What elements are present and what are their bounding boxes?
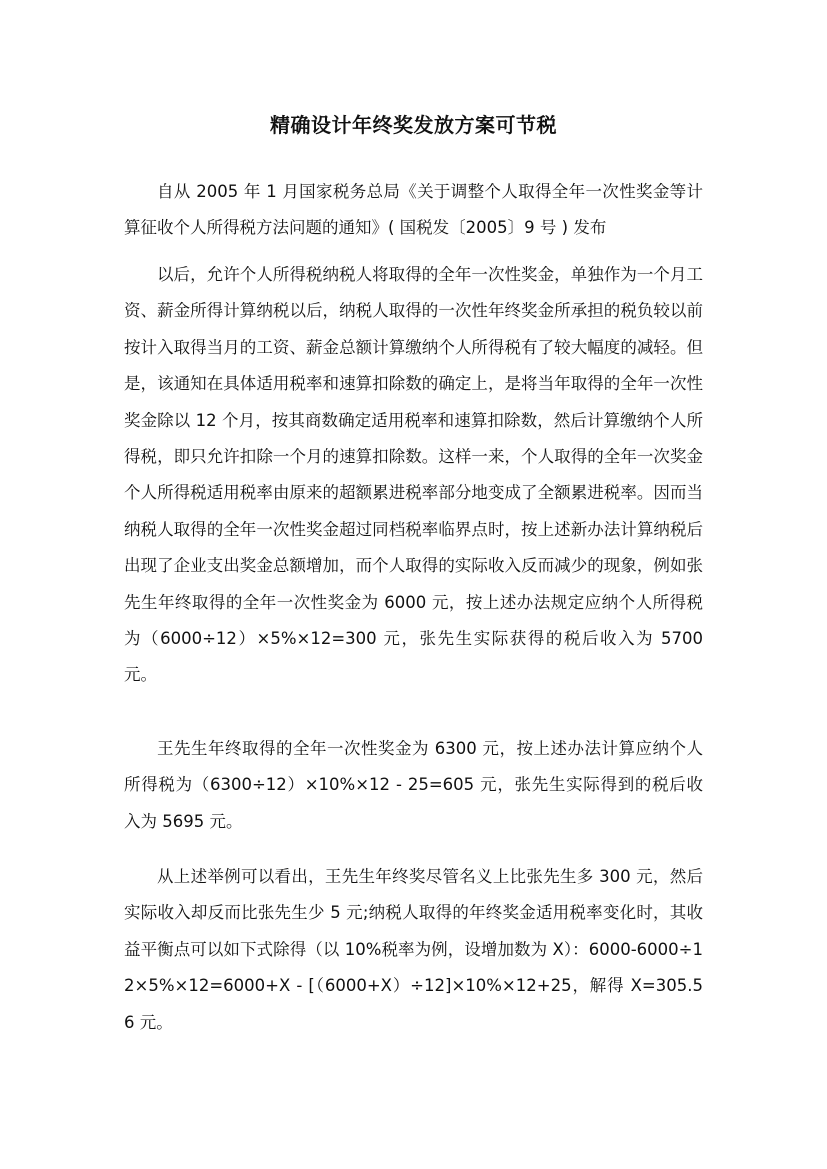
paragraph-balance-point: 从上述举例可以看出，王先生年终奖尽管名义上比张先生多 300 元，然后实际收入却反而比张先生少 5 元;纳税人取得的年终奖金适用税率变化时，其收益平衡点可以如下式除得（以 10%税率为例，设增加数为 X）：6000-6000÷12×5%×12=6000+X - [（6000+X）÷12]×10%×12+25，解得 X=305.56 元。	[124, 867, 703, 1032]
paragraph-wang-example: 王先生年终取得的全年一次性奖金为 6300 元，按上述办法计算应纳个人所得税为（6300÷12）×10%×12 - 25=605 元，张先生实际得到的税后收入为 5695 元。	[124, 739, 703, 831]
document-title: 精确设计年终奖发放方案可节税	[270, 113, 557, 137]
paragraph-background: 以后，允许个人所得税纳税人将取得的全年一次性奖金，单独作为一个月工资、薪金所得计算纳税以后，纳税人取得的一次性年终奖金所承担的税负较以前按计入取得当月的工资、薪金总额计算缴纳个人所得税有了较大幅度的减轻。但是，该通知在具体适用税率和速算扣除数的确定上，是将当年取得的全年一次性奖金除以 12 个月，按其商数确定适用税率和速算扣除数，然后计算缴纳个人所得税，即只允许扣除一个月的速算扣除数。这样一来，个人取得的全年一次奖金个人所得税适用税率由原来的超额累进税率部分地变成了全额累进税率。因而当纳税人取得的全年一次性奖金超过同档税率临界点时，按上述新办法计算纳税后出现了企业支出奖金总额增加，而个人取得的实际收入反而减少的现象，例如张先生年终取得的全年一次性奖金为 6000 元，按上述办法规定应纳个人所得税为（6000÷12）×5%×12=300 元，张先生实际获得的税后收入为 5700 元。	[124, 265, 703, 685]
paragraph-intro: 自从 2005 年 1 月国家税务总局《关于调整个人取得全年一次性奖金等计算征收个人所得税方法问题的通知》( 国税发〔2005〕9 号 ) 发布	[124, 182, 703, 238]
